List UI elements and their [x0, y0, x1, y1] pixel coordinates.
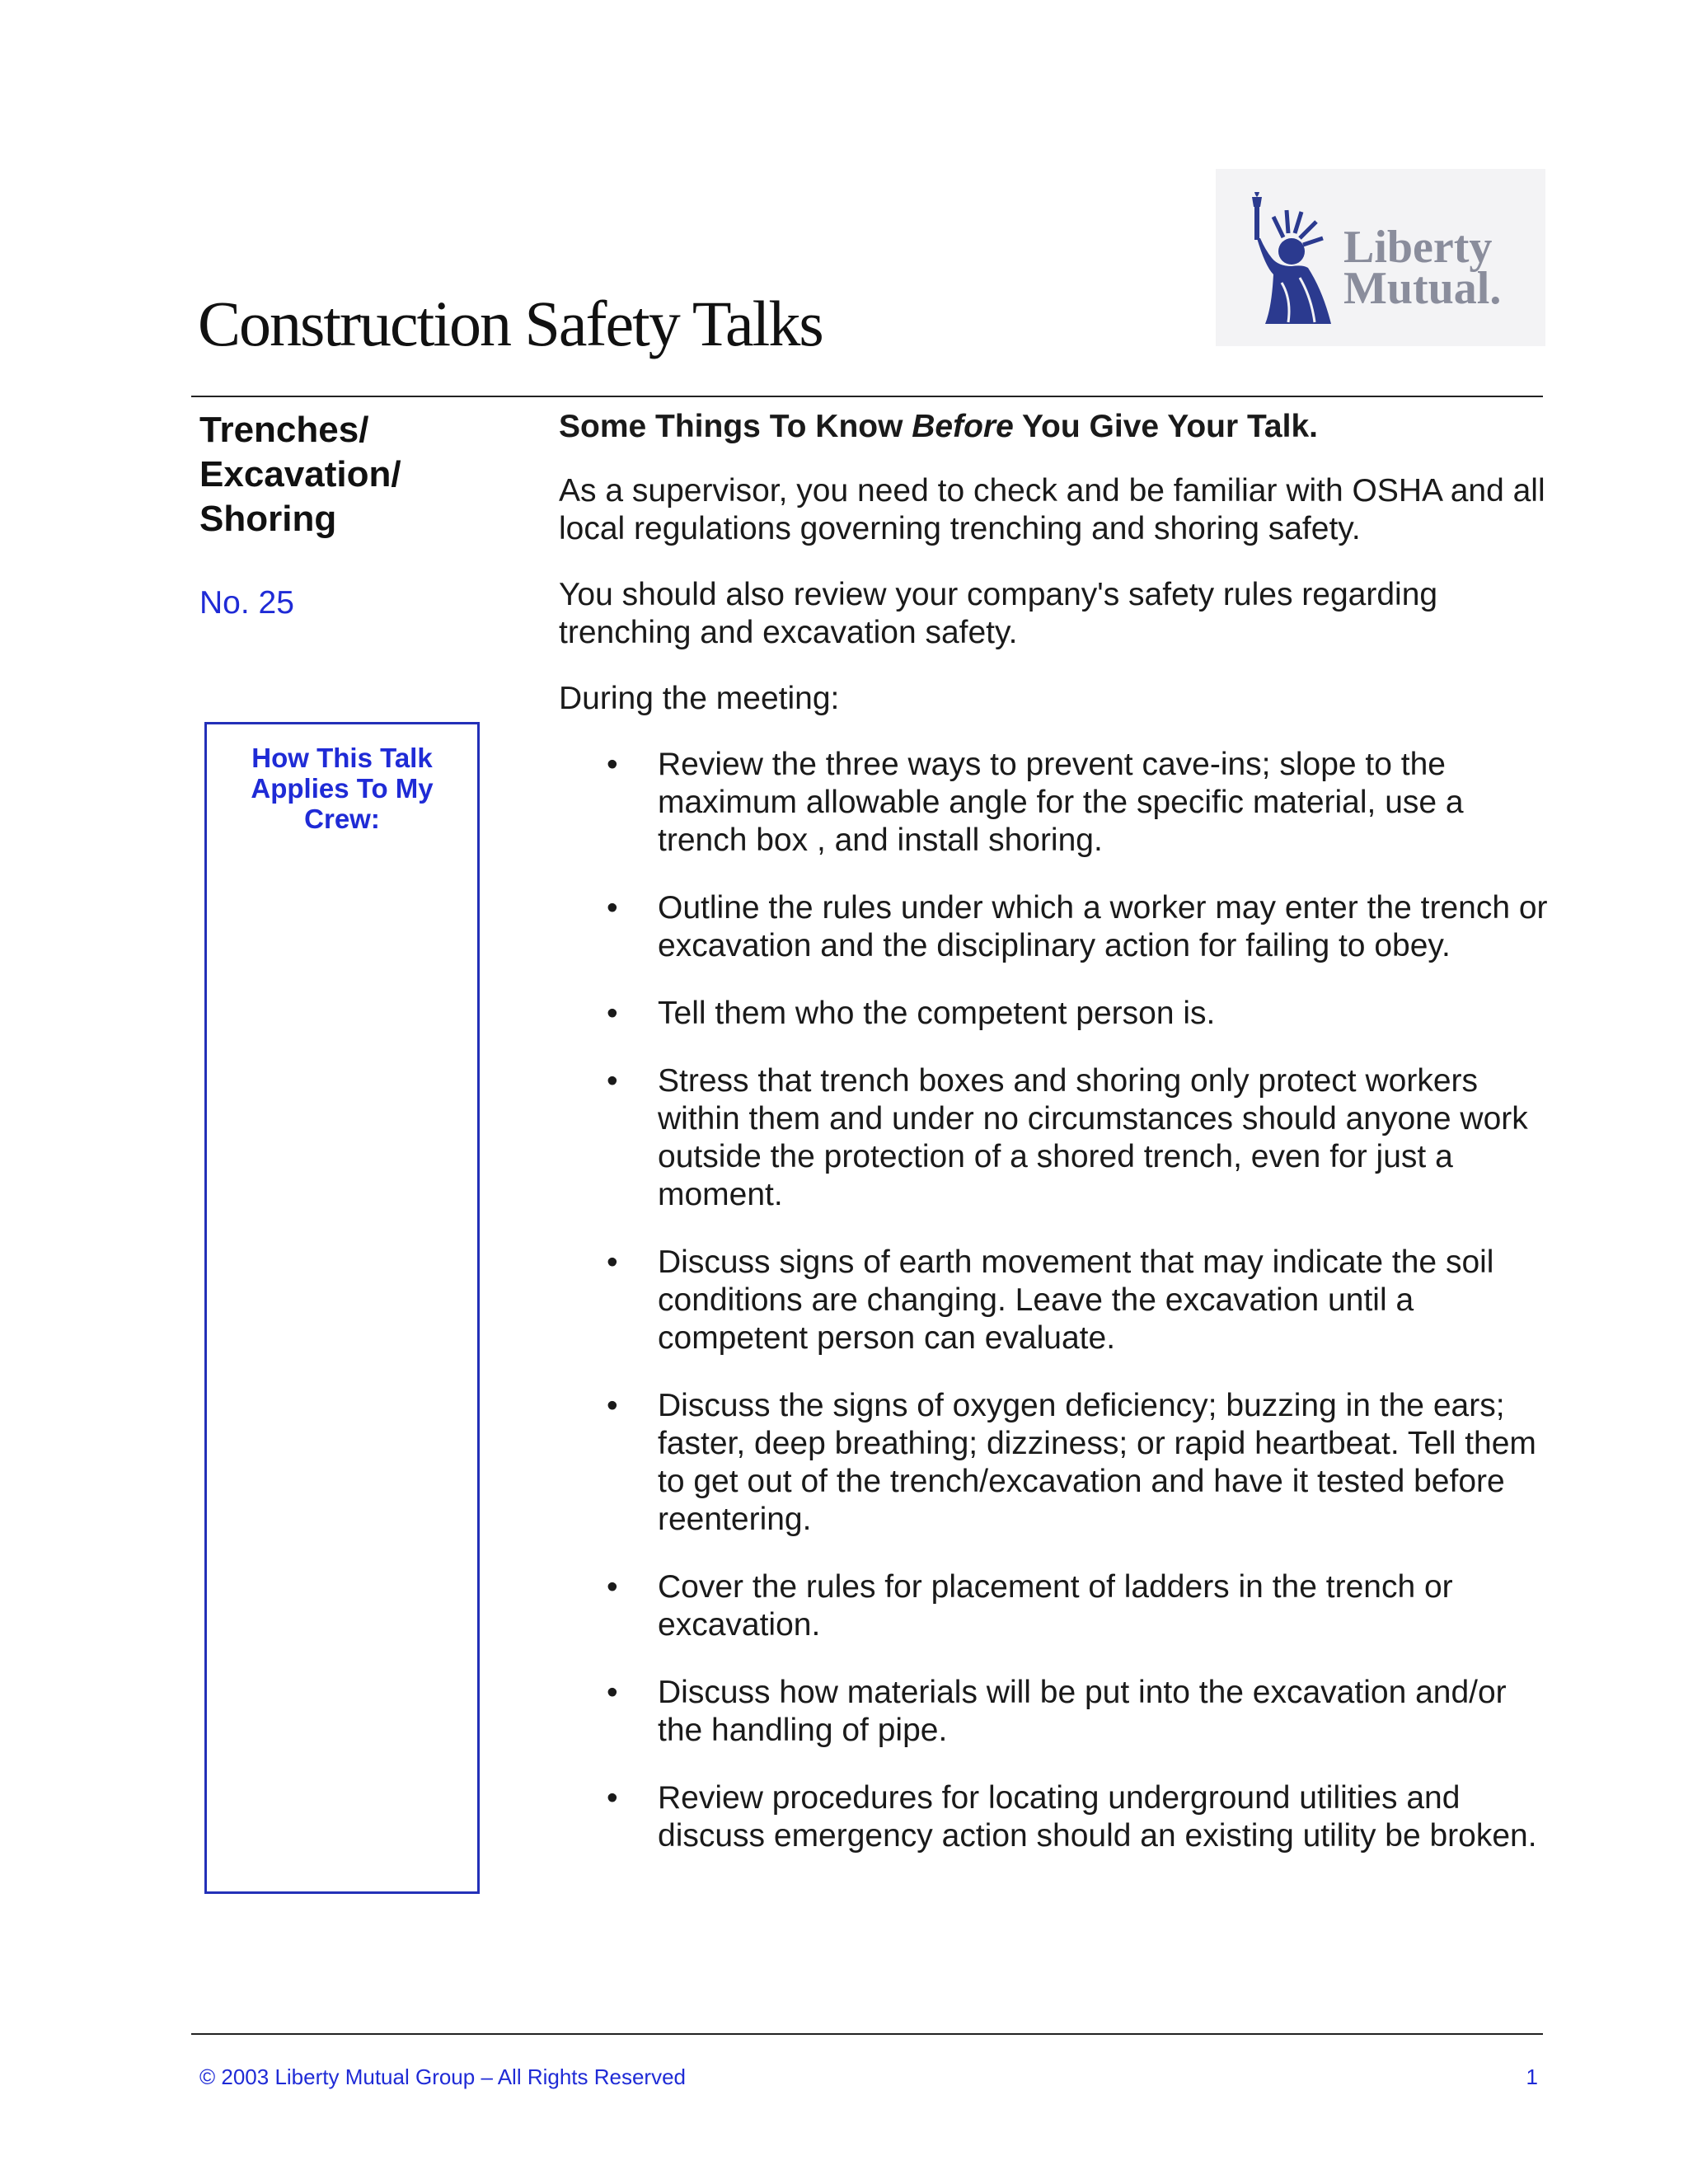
bullet-icon: •: [607, 996, 618, 1031]
statue-of-liberty-icon: [1240, 192, 1343, 324]
crew-notes-box[interactable]: [204, 722, 480, 1894]
bullet-icon: •: [607, 890, 618, 926]
list-item-text: Review the three ways to prevent cave-ins; slope to the maximum allowable angle for the specific material, use a trench box , and install shoring.: [658, 747, 1464, 858]
page-number: 1: [1526, 2064, 1538, 2089]
paragraph: You should also review your company's safety rules regarding trenching and excavation safety.: [559, 577, 1438, 650]
paragraph: As a supervisor, you need to check and be familiar with OSHA and all local regulations governing trenching and shoring safety.: [559, 473, 1545, 546]
page-title: Construction Safety Talks: [198, 288, 823, 359]
section-heading: [559, 408, 1548, 446]
crew-notes-label: How This Talk Applies To My Crew:: [251, 743, 434, 834]
footer-divider: [191, 2033, 1543, 2035]
logo-line-1: Liberty: [1343, 222, 1493, 273]
list-item: [559, 1387, 1548, 1539]
list-item-text: Outline the rules under which a worker may enter the trench or excavation and the disciplinary action for failing to obey.: [658, 890, 1548, 963]
logo-line-2: Mutual.: [1343, 263, 1502, 314]
paragraph: During the meeting:: [559, 681, 840, 716]
list-item: [559, 1779, 1548, 1855]
talk-number: No. 25: [199, 585, 294, 621]
header-divider: [191, 396, 1543, 397]
heading-text: You Give Your Talk.: [1013, 409, 1318, 444]
liberty-mutual-logo: [1216, 169, 1545, 346]
list-item: [559, 995, 1548, 1033]
copyright-notice: © 2003 Liberty Mutual Group – All Rights Reserved: [199, 2064, 687, 2089]
heading-text: Some Things To Know: [559, 409, 912, 444]
heading-emphasis: Before: [912, 409, 1014, 444]
list-item: [559, 1062, 1548, 1214]
meeting-checklist: [559, 746, 1548, 1855]
bullet-icon: •: [607, 1388, 618, 1423]
list-item: [559, 1674, 1548, 1750]
list-item-text: Review procedures for locating underground utilities and discuss emergency action should an existing utility be broken.: [658, 1780, 1537, 1854]
topic-title-line: Excavation/: [199, 454, 401, 494]
list-item: [559, 746, 1548, 860]
list-item-text: Stress that trench boxes and shoring only protect workers within them and under no circumstances should anyone work outside the protection of a shored trench, even for just a moment.: [658, 1063, 1528, 1212]
list-item-text: Tell them who the competent person is.: [658, 996, 1216, 1031]
bullet-icon: •: [607, 1780, 618, 1816]
list-item-text: Discuss signs of earth movement that may indicate the soil conditions are changing. Leave the excavation until a competent person can evaluate.: [658, 1244, 1494, 1356]
bullet-icon: •: [607, 1569, 618, 1605]
list-item: [559, 1568, 1548, 1644]
list-item: [559, 1244, 1548, 1357]
bullet-icon: •: [607, 1675, 618, 1710]
list-item-text: Discuss how materials will be put into the excavation and/or the handling of pipe.: [658, 1675, 1507, 1748]
bullet-icon: •: [607, 1063, 618, 1099]
list-item-text: Discuss the signs of oxygen deficiency; buzzing in the ears; faster, deep breathing; dizziness; or rapid heartbeat. Tell them to get out of the trench/excavation and have it tested before reentering.: [658, 1388, 1536, 1537]
bullet-icon: •: [607, 747, 618, 782]
list-item: [559, 889, 1548, 965]
main-content: [559, 408, 1548, 1885]
list-item-text: Cover the rules for placement of ladders in the trench or excavation.: [658, 1569, 1453, 1643]
topic-title-line: Shoring: [199, 499, 337, 539]
topic-title: [199, 408, 513, 541]
topic-title-line: Trenches/: [199, 410, 369, 450]
bullet-icon: •: [607, 1244, 618, 1280]
